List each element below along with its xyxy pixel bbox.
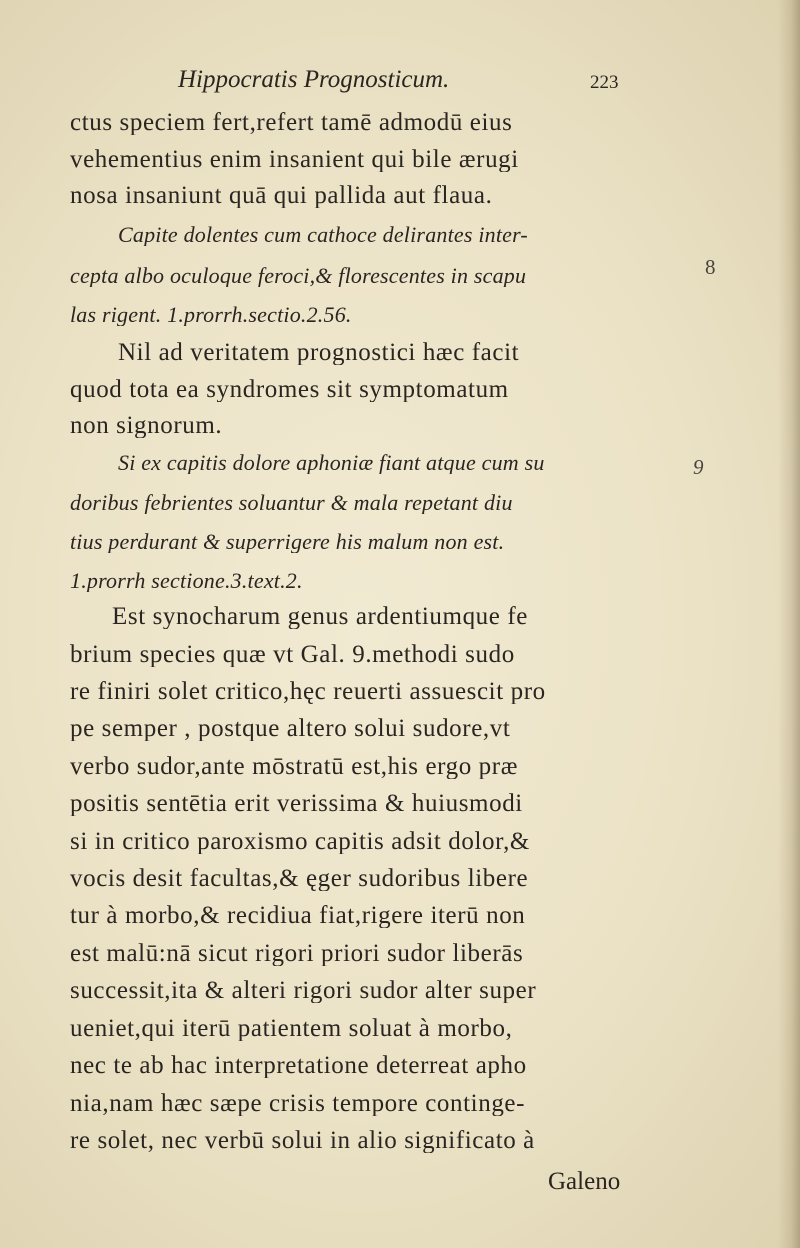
text-line-italic: 1.prorrh sectione.3.text.2. <box>70 570 303 592</box>
text-line: quod tota ea syndromes sit symptomatum <box>70 377 509 402</box>
margin-number-8: 8 <box>705 255 716 279</box>
catchword: Galeno <box>548 1168 621 1195</box>
text-line: brium species quæ vt Gal. 9.methodi sudo <box>70 642 515 667</box>
text-line-italic: doribus febrientes soluantur & mala repetant diu <box>70 492 513 514</box>
text-line: est malū:nā sicut rigori priori sudor liberās <box>70 941 524 966</box>
text-line-italic: cepta albo oculoque feroci,& florescentes in scapu <box>70 265 527 287</box>
text-line: non signorum. <box>70 413 223 438</box>
text-line: positis sentētia erit verissima & huiusmodi <box>70 791 523 816</box>
text-line: ueniet,qui iterū patientem soluat à morbo, <box>70 1016 513 1041</box>
text-line-italic: Si ex capitis dolore aphoniæ fiant atque cum su <box>118 452 545 474</box>
text-line: pe semper , postque altero solui sudore,vt <box>70 716 511 741</box>
running-head: Hippocratis Prognosticum. <box>178 66 450 93</box>
text-line: vocis desit facultas,& ęger sudoribus libere <box>70 866 529 891</box>
text-line: Nil ad veritatem prognostici hæc facit <box>118 340 520 365</box>
text-line-italic: Capite dolentes cum cathoce delirantes inter- <box>118 224 528 246</box>
margin-number-9: 9 <box>693 455 704 479</box>
text-line: Est synocharum genus ardentiumque fe <box>112 604 528 629</box>
text-line: ctus speciem fert,refert tamē admodū eius <box>70 110 513 135</box>
text-line: tur à morbo,& recidiua fiat,rigere iterū non <box>70 903 526 928</box>
text-line-italic: tius perdurant & superrigere his malum non est. <box>70 531 505 553</box>
text-line: re finiri solet critico,hęc reuerti assuescit pro <box>70 679 546 704</box>
text-line: si in critico paroxismo capitis adsit dolor,& <box>70 829 530 854</box>
text-line: re solet, nec verbū solui in alio significato à <box>70 1128 535 1153</box>
text-line: verbo sudor,ante mōstratū est,his ergo præ <box>70 754 518 779</box>
page-edge-shadow <box>778 0 800 1248</box>
text-line: nia,nam hæc sæpe crisis tempore continge- <box>70 1091 526 1116</box>
text-line-italic: las rigent. 1.prorrh.sectio.2.56. <box>70 304 352 326</box>
page-number: 223 <box>590 72 619 93</box>
text-line: nosa insaniunt quā qui pallida aut flaua. <box>70 183 493 208</box>
text-line: nec te ab hac interpretatione deterreat apho <box>70 1053 527 1078</box>
text-line: vehementius enim insanient qui bile ærugi <box>70 147 519 172</box>
text-line: successit,ita & alteri rigori sudor alter super <box>70 978 537 1003</box>
